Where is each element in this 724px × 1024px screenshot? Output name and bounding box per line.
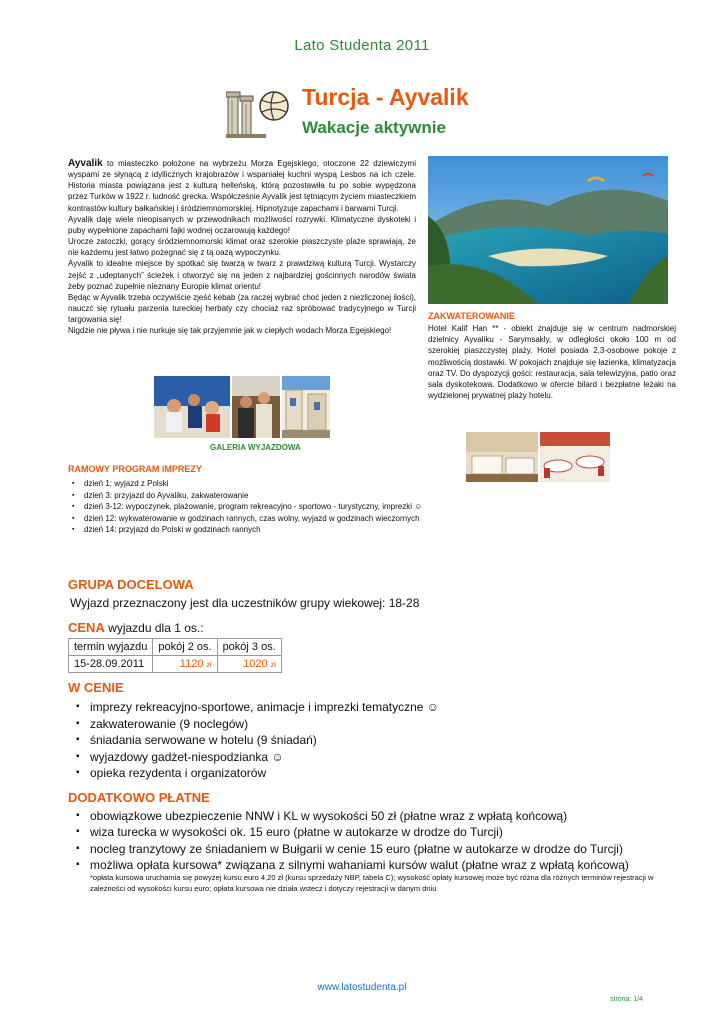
table-header-cell: termin wyjazdu (69, 639, 153, 656)
extra-costs-list (76, 808, 676, 874)
hotel-restaurant-photo (540, 432, 610, 482)
price-table (68, 638, 282, 673)
intro-paragraph: to miasteczko położone na wybrzeżu Morza Egejskiego, otoczone 22 dziewiczymi wyspami ze słynącą z idyllicznych krajobrazów i wspaniałej kuchni wyspą Lesbos na ich czele. Historia miasta powiązana jest z kulturą helleńską, którą pozostawiła tu po sobie wypędzona przez Turków w 1922 r. ludność grecka. Współcześnie Ayvalik jest tętniącym życiem miasteczkiem kontrastów kultury bałkańskiej i śródziemnomorskiej. Hipnotyzuje zapachami i barwami Turcji. (68, 159, 416, 213)
table-cell-price-3: 1020 zł (217, 656, 281, 673)
included-list (76, 699, 439, 782)
included-heading: W CENIE (68, 680, 124, 695)
table-cell-price-2: 1120 zł (153, 656, 217, 673)
program-list (70, 478, 440, 536)
intro-lead: Ayvalik (68, 158, 103, 169)
table-header-cell: pokój 3 os. (217, 639, 281, 656)
extra-costs-heading: DODATKOWO PŁATNE (68, 790, 210, 805)
list-item: ▪ wyjazdowy gadżet-niespodzianka ☺ (76, 749, 439, 766)
footer-website-link[interactable]: www.latostudenta.pl (317, 982, 407, 993)
price-heading-label: CENA (68, 620, 105, 635)
gallery-photo-crowd (154, 376, 230, 438)
list-item: ▪ śniadania serwowane w hotelu (9 śniadań) (76, 732, 439, 749)
page-subtitle: Wakacje aktywnie (302, 118, 446, 137)
program-heading: RAMOWY PROGRAM IMPREZY (68, 464, 202, 474)
footnote: *opłata kursowa uruchamia się powyżej kursu euro 4,20 zł (kursu sprzedaży NBP, tabela C); wysokość opłaty kursowej może być różna dla różnych terminów rejestracji w zależności od wysokości kursu euro; opłata kursowa nie działa wstecz i dotyczy rejestracji w danym dniu (90, 873, 654, 893)
list-item: ▪ opieka rezydenta i organizatorów (76, 765, 439, 782)
price-heading-suffix: wyjazdu dla 1 os.: (104, 621, 204, 635)
table-header-cell: pokój 2 os. (153, 639, 217, 656)
list-item: ▪ obowiązkowe ubezpieczenie NNW i KL w wysokości 50 zł (płatne wraz z wpłatą końcową) (76, 808, 676, 824)
accommodation-text: Hotel Kalif Han ** - obiekt znajduje się w centrum nadmorskiej dzielnicy Ayvaliku - Sarymsakly, w odległości około 100 m od szerokiej piaszczystej plaży. Hotel posiada 2,3-osobowe pokoje z możliwością dostawki. W pokojach znajduje się łazienka, klimatyzacja oraz TV. Do dyspozycji gości: restauracja, sala telewizyjna, patio oraz sala dyskotekowa. Dodatkowo w ofercie bilard i bezpłatne leżaki na wydzielonej prywatnej plaży hotelu. (428, 324, 676, 401)
list-item: ▪ dzień 1: wyjazd z Polski (70, 478, 440, 490)
table-cell-date: 15-28.09.2011 (69, 656, 153, 673)
header-title: Lato Studenta 2011 (294, 37, 430, 54)
list-item: ▪ dzień 12: wykwaterowanie w godzinach rannych, czas wolny, wyjazd w godzinach wieczornych (70, 513, 440, 525)
list-item: ▪ dzień 14: przyjazd do Polski w godzinach rannych (70, 524, 440, 536)
intro-text (68, 158, 416, 337)
hotel-room-photo (466, 432, 538, 482)
accommodation-heading: ZAKWATEROWANIE (428, 311, 515, 321)
price-heading (68, 620, 204, 635)
list-item: ▪ możliwa opłata kursowa* związana z silnymi wahaniami kursów walut (płatne wraz z wpłatą końcową) (76, 857, 676, 873)
list-item: ▪ dzień 3: przyjazd do Ayvaliku, zakwaterowanie (70, 490, 440, 502)
list-item: ▪ dzień 3-12: wypoczynek, plażowanie, program rekreacyjno - sportowo - turystyczny, imprezki ☺ (70, 501, 440, 513)
gallery-photo-party (232, 376, 280, 438)
list-item: ▪ nocleg tranzytowy ze śniadaniem w Bułgarii w cenie 15 euro (płatne w autokarze w drodze do Turcji) (76, 841, 676, 857)
list-item: ▪ zakwaterowanie (9 noclegów) (76, 716, 439, 733)
page-number: strona: 1/4 (610, 996, 644, 1003)
gallery-caption: GALERIA WYJAZDOWA (210, 443, 301, 452)
bay-landscape-image (428, 156, 668, 304)
intro-paragraph: Ayvalik to idealne miejsce by spotkać się twarzą w twarz z prawdziwą kulturą Turcji. Wystarczy zejść z „udeptanych” ścieżek i otworzyć się na jeden z najbardziej gościnnych narodów świata żeby poznać zupełnie nieznany Europie klimat orientu! (68, 259, 416, 291)
gallery-photo-street (282, 376, 330, 438)
list-item: ▪ imprezy rekreacyjno-sportowe, animacje i imprezki tematyczne ☺ (76, 699, 439, 716)
columns-volleyball-logo-icon (226, 86, 292, 140)
target-group-heading: GRUPA DOCELOWA (68, 577, 194, 592)
intro-paragraph: Będąc w Ayvalik trzeba oczywiście zjeść kebab (za raczej wybrać choć jeden z niezliczonej ilości), nauczć się rytuału parzenia tureckiej herbaty czy chociaż raz spróbować tradycyjnego w Turcji targowania się! (68, 292, 416, 325)
intro-paragraph: Urocze zatoczki, gorący śródziemnomorski klimat oraz szerokie piaszczyste plaże sprawiają, że nie każdemu jest łatwo pożegnać się z tą oazą wypoczynku. (68, 237, 416, 258)
intro-paragraph: Ayvalik daję wiele nieopisanych w przewodnikach możliwości rozrywki. Klimatyczne dyskoteki i puby wypełnione zapachami fajki wodnej oczarowują każdego! (68, 214, 416, 235)
target-group-text: Wyjazd przeznaczony jest dla uczestników grupy wiekowej: 18-28 (70, 596, 420, 610)
page-title: Turcja - Ayvalik (302, 84, 469, 110)
list-item: ▪ wiza turecka w wysokości ok. 15 euro (płatne w autokarze w drodze do Turcji) (76, 824, 676, 840)
table-header-row (69, 639, 282, 656)
intro-paragraph: Nigdzie nie pływa i nie nurkuje się tak przyjemnie jak w ciepłych wodach Morza Egejskiego! (68, 326, 392, 336)
table-row (69, 656, 282, 673)
